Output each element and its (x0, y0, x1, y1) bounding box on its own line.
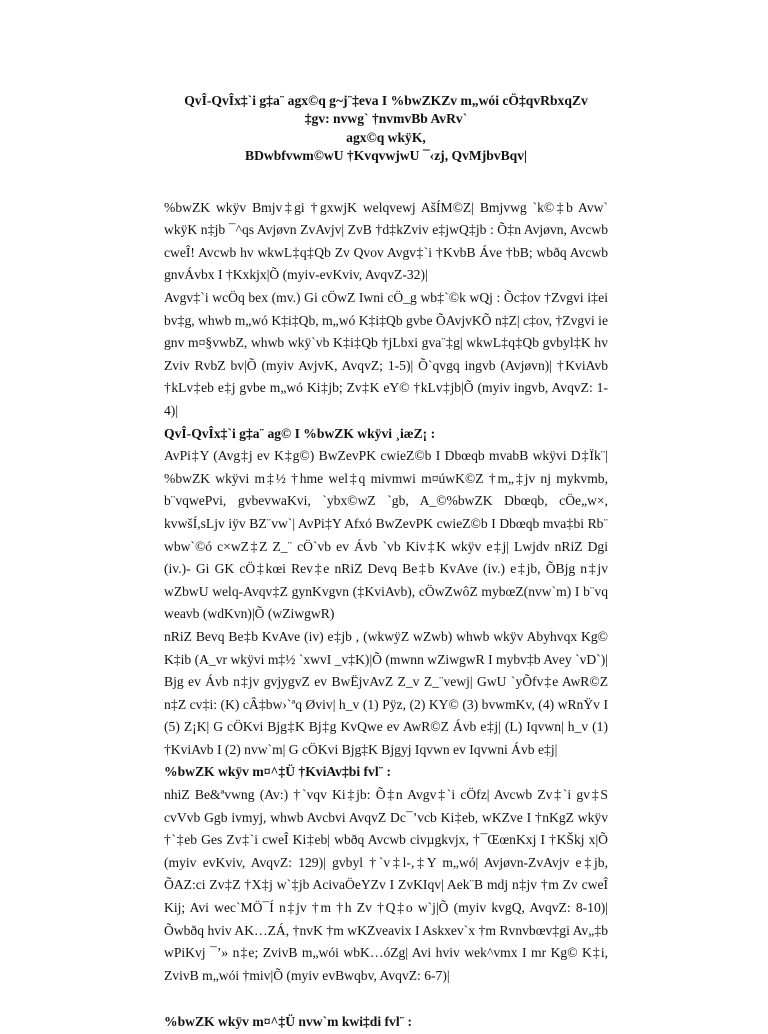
section-heading: %bwZK wkÿv m¤^‡Ü †KviAv‡bi fvl¨ : (164, 764, 392, 780)
body-paragraph: nhiZ Be&ªvwng (Av:) †`vqv Ki‡jb: Õ‡n Avgv‡`i cÖfz| Avcwb Zv‡`i gv‡S cvVvb Ggb ivmyj, whwb Avcbvi AvqvZ Dc¯’vcb Ki‡eb, wKZve I †nKgZ wkÿv †`‡eb Ges Zv‡`i cweÎ Ki‡eb| wbðq Avcwb civµgkvjx, †¯ŒœnKxj I †KŠkj x|Õ (myiv evKviv, AvqvZ: 129)| gvbyl †`v‡l-,‡Y m„wó| Avjøvn-ZvAvjv e‡jb, ÕAZ:ci Zv‡Z †X‡j w`‡jb AcivaÖeYZv I ZvKIqv| Aek¨B mdj n‡jv †m Zv cweÎ Kij; Avi wec`MÖ¯Í n‡jv †m †h Zv †Q‡o w`j|Õ (myiv kvgQ, AvqvZ: 8-10)| Õwbðq hviv AK…ZÁ, †nvK †m wKZveavix I Askxev`x †m Rvnvbœv‡gi Av„‡b wPiKvj ¯’» n‡e; ZvivB m„wói wbK…óZg| Avi hviv wek^vmx I mr Kg© K‡i, ZvivB m„wói †miv|Õ (myiv evBwqbv, AvqvZ: 6-7)| (164, 787, 608, 983)
author-name: ‡gv: nvwg` †nvmvBb AvRv` (304, 111, 468, 127)
section-gap (164, 987, 608, 1011)
body-paragraph: Avgv‡`i wcÖq bex (mv.) Gi cÖwZ Iwni cÖ_g wb‡`©k wQj : Õc‡ov †Zvgvi i‡ei bv‡g, whwb m„wó K‡i‡Qb, m„wó K‡i‡Qb gvbe ÕAvjvKÕ n‡Z| c‡ov, †Zvgvi ie gnv m¤§vwbZ, whwb wkÿ`vb K‡i‡Qb †jLbxi gva¨‡g| wkwL‡q‡Qb gvbyl‡K hv Zviv RvbZ bv|Õ (myiv AvjvK, AvqvZ; 1-5)| Õ`qvgq ingvb (Avjøvn)| †KviAvb †kLv‡eb e‡j gvbe m„wó Ki‡jb; Zv‡K eY© †kLv‡jb|Õ (myiv ingvb, AvqvZ: 1-4)| (164, 290, 608, 418)
section-heading: %bwZK wkÿv m¤^‡Ü nvw`m kwi‡di fvl¨ : (164, 1014, 413, 1030)
body-paragraph: nRiZ Bevq Be‡b KvAve (iv) e‡jb , (wkwÿZ wZwb) whwb wkÿv Abyhvqx Kg© K‡ib (A_vr wkÿvi m‡½ `xwvI _v‡K)|Õ (mwnn wZiwgwR I mybv‡b Avey `vD`)| Bjg ev Ávb n‡jv gvjygvZ ev BwËjvAvZ Z_v Z_¨vewj| GwU `yÕfv‡e AwR©Z n‡Z cv‡i: (K) cÂ‡bw›`ªq Øviv| h_v (1) Pÿz, (2) KY© (3) bvwmKv, (4) wRnŸv I (5) Z¡K| G cÖKvi Bjg‡K Bj‡g KvQwe ev AwR©Z Ávb e‡j| (L) Iqvwn| h_v (1) †KviAvb I (2) nvw`m| G cÖKvi Bjg‡K Bjgyj Iqvwn ev Iqvwni Ávb e‡j| (164, 628, 608, 757)
document-title (164, 92, 608, 166)
body-paragraph: %bwZK wkÿv Bmjv‡gi †gxwjK welqvewj AšÍM©Z| Bmjvwg `k©‡b Avw` wkÿK n‡jb ¯^qs Avjøvn ZvAvjv| ZvB †d‡kZviv e‡jwQ‡jb : Õ‡n Avjøvn, Avcwb cweÎ! Avcwb hv wkwL‡q‡Qb Zv Qvov Avgv‡`i †KvbB Áve †bB; wbðq Avcwb gnvÁvbx I †Kxkjx|Õ (myiv-evKviv, AvqvZ-32)| (164, 199, 608, 283)
section-heading: QvÎ-QvÎx‡`i g‡a¨ ag© I %bwZK wkÿvi ¸iæZ¡ : (164, 425, 436, 441)
title-line: QvÎ-QvÎx‡`i g‡a¨ agx©q g~j¨‡eva I %bwZKZv m„wói cÖ‡qvRbxqZv (184, 93, 588, 108)
author-institution: BDwbfvwm©wU †KvqvwjwU ¯‹zj, QvMjbvBqv| (245, 148, 527, 164)
author-designation: agx©q wkÿK, (346, 129, 426, 145)
body-paragraph: AvPi‡Y (Avg‡j ev K‡g©) BwZevPK cwieZ©b I Dbœqb mvabB wkÿvi D‡Ïk¨| %bwZK wkÿvi m‡½ †hme wel‡q mivmwi m¤úwK©Z †m„‡jv nj mykvmb, b¨vqwePvi, gvbevwaKvi, `ybx©wZ `gb, A_©%bwZK Dbœqb, cÖe„w×, kvwšÍ,sLjv iÿv BZ¨vw`| AvPi‡Y Afxó BwZevPK cwieZ©b I Dbœqb mva‡bi Rb¨ wbw`©ó c×wZ‡Z Z_¨ cÖ`vb ev Ávb `vb Kiv‡K wkÿv e‡j| Lwjdv nRiZ Dgi (iv.)- Gi GK cÖ‡kœi Rev‡e nRiZ Devq Be‡b KvAve (iv.) e‡jb, ÕBjg n‡jv wZbwU welq-Avqv‡Z gynKvgvn (‡KviAvb), cÖwZwôZ mybœZ(nvw`m) I b¨vq weavb (wdKvn)|Õ (wZiwgwR) (164, 448, 608, 622)
